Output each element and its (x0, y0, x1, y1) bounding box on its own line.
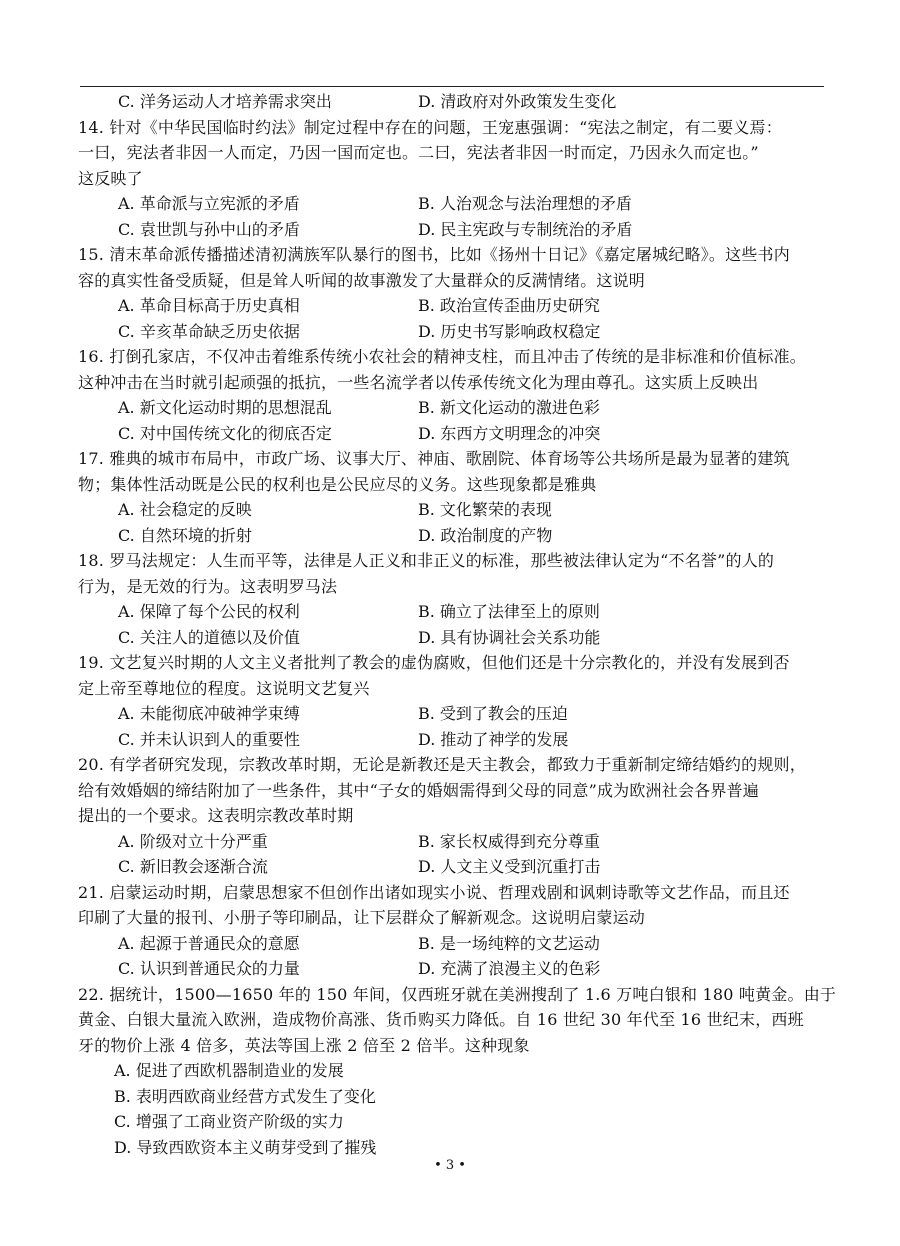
option-c: C. 洋务运动人才培养需求突出 (118, 92, 332, 111)
option-d: D. 具有协调社会关系功能 (418, 627, 601, 647)
option-d: D. 历史书写影响政权稳定 (418, 321, 601, 341)
option-row (78, 854, 824, 880)
option-d: D. 民主宪政与专制统治的矛盾 (418, 219, 633, 239)
option-a: A. 起源于普通民众的意愿 (118, 933, 300, 953)
option-c: C. 关注人的道德以及价值 (118, 627, 300, 647)
header-rule (80, 86, 824, 87)
option-a: A. 新文化运动时期的思想混乱 (118, 398, 332, 417)
option-row (78, 931, 824, 957)
option-a: A. 阶级对立十分严重 (118, 831, 268, 851)
option-row (78, 217, 824, 243)
option-c: C. 增强了工商业资产阶级的实力 (114, 1112, 344, 1131)
question-20 (78, 752, 824, 880)
question-stem-line: 18. 罗马法规定：人生而平等，法律是人正义和非正义的标准，那些被法律认定为“不名誉”的人的 (78, 551, 775, 570)
question-stem-line: 这种冲击在当时就引起顽强的抵抗，一些名流学者以传承传统文化为理由尊孔。这实质上反映出 (78, 372, 759, 392)
question-stem-line: 22. 据统计，1500—1650 年的 150 年间，仅西班牙就在美洲搜刮了 1.6 万吨白银和 180 吨黄金。由于 (78, 984, 837, 1004)
question-stem-line: 15. 清末革命派传播描述清初满族军队暴行的图书，比如《扬州十日记》《嘉定屠城纪略》。这些书内 (78, 245, 790, 264)
question-21 (78, 880, 824, 982)
option-d: D. 人文主义受到沉重打击 (418, 857, 601, 876)
option-row (78, 421, 824, 447)
option-b: B. 表明西欧商业经营方式发生了变化 (114, 1086, 376, 1106)
question-16 (78, 344, 824, 446)
option-row (78, 625, 824, 651)
option-c: C. 新旧教会逐渐合流 (118, 857, 268, 876)
question-stem-line: 牙的物价上涨 4 倍多，英法等国上涨 2 倍至 2 倍半。这种现象 (78, 1035, 530, 1055)
question-stem-line: 19. 文艺复兴时期的人文主义者批判了教会的虚伪腐败，但他们还是十分宗教化的，并没有发展到否 (78, 653, 790, 672)
option-a: A. 社会稳定的反映 (118, 500, 252, 519)
question-stem-line: 16. 打倒孔家店，不仅冲击着维系传统小农社会的精神支柱，而且冲击了传统的是非标准和价值标准。 (78, 347, 806, 366)
question-stem-line: 容的真实性备受质疑，但是耸人听闻的故事激发了大量群众的反满情绪。这说明 (78, 270, 646, 290)
question-17 (78, 446, 824, 548)
question-stem-line: 物；集体性活动既是公民的权利也是公民应尽的义务。这些现象都是雅典 (78, 474, 597, 494)
question-22 (78, 982, 837, 1161)
option-d: D. 推动了神学的发展 (418, 729, 569, 749)
carryover-options (78, 89, 824, 115)
option-b: B. 政治宣传歪曲历史研究 (418, 296, 600, 315)
option-b: B. 家长权威得到充分尊重 (418, 831, 600, 851)
option-c: C. 自然环境的折射 (118, 525, 252, 545)
question-stem-line: 17. 雅典的城市布局中，市政广场、议事大厅、神庙、歌剧院、体育场等公共场所是最为显著的建筑 (78, 449, 790, 468)
option-b: B. 是一场纯粹的文艺运动 (418, 933, 600, 953)
question-stem-line: 行为，是无效的行为。这表明罗马法 (78, 576, 338, 596)
question-content (78, 89, 837, 1160)
option-row (78, 829, 824, 855)
option-row (78, 191, 824, 217)
option-a: A. 保障了每个公民的权利 (118, 602, 300, 621)
option-c: C. 辛亥革命缺乏历史依据 (118, 321, 300, 341)
option-c: C. 并未认识到人的重要性 (118, 729, 300, 749)
option-b: B. 确立了法律至上的原则 (418, 602, 600, 621)
option-row (78, 293, 824, 319)
question-stem-line: 20. 有学者研究发现，宗教改革时期，无论是新教还是天主教会，都致力于重新制定缔结婚约的规则， (78, 755, 806, 774)
question-stem-line: 给有效婚姻的缔结附加了一些条件，其中“子女的婚姻需得到父母的同意”成为欧洲社会各界普遍 (78, 780, 759, 800)
option-a: A. 革命派与立宪派的矛盾 (118, 194, 300, 213)
option-d: D. 清政府对外政策发生变化 (418, 92, 617, 111)
question-stem-line: 定上帝至尊地位的程度。这说明文艺复兴 (78, 678, 370, 698)
question-stem-line: 14. 针对《中华民国临时约法》制定过程中存在的问题，王宠惠强调：“宪法之制定，有二要义焉： (78, 117, 782, 137)
question-stem-line: 一曰，宪法者非因一人而定，乃因一国而定也。二曰，宪法者非因一时而定，乃因永久而定也。” (78, 143, 759, 162)
question-14 (78, 115, 824, 243)
option-row (78, 727, 824, 753)
question-15 (78, 242, 824, 344)
option-b: B. 人治观念与法治理想的矛盾 (418, 194, 632, 213)
page-number: • 3 • (434, 1158, 466, 1173)
question-stem-line: 提出的一个要求。这表明宗教改革时期 (78, 806, 354, 825)
option-row (78, 497, 824, 523)
question-stem-line: 这反映了 (78, 168, 143, 188)
option-b: B. 文化繁荣的表现 (418, 500, 552, 519)
option-c: C. 袁世凯与孙中山的矛盾 (118, 219, 300, 239)
option-d: D. 导致西欧资本主义萌芽受到了摧残 (114, 1137, 377, 1157)
option-a: A. 未能彻底冲破神学束缚 (118, 704, 300, 723)
option-row (78, 701, 824, 727)
question-stem-line: 印刷了大量的报刊、小册子等印刷品，让下层群众了解新观念。这说明启蒙运动 (78, 908, 646, 927)
option-d: D. 政治制度的产物 (418, 525, 553, 545)
option-a: A. 革命目标高于历史真相 (118, 296, 300, 315)
option-b: B. 新文化运动的激进色彩 (418, 398, 600, 417)
option-c: C. 认识到普通民众的力量 (118, 959, 300, 978)
question-19 (78, 650, 824, 752)
option-row (78, 395, 824, 421)
option-b: B. 受到了教会的压迫 (418, 704, 568, 723)
option-d: D. 充满了浪漫主义的色彩 (418, 959, 601, 978)
option-row (78, 319, 824, 345)
option-a: A. 促进了西欧机器制造业的发展 (114, 1061, 344, 1080)
option-row (78, 956, 824, 982)
question-stem-line: 21. 启蒙运动时期，启蒙思想家不但创作出诸如现实小说、哲理戏剧和讽刺诗歌等文艺作品，而且还 (78, 882, 790, 902)
option-c: C. 对中国传统文化的彻底否定 (118, 423, 332, 443)
question-stem-line: 黄金、白银大量流入欧洲，造成物价高涨、货币购买力降低。自 16 世纪 30 年代至 16 世纪末，西班 (78, 1010, 804, 1029)
option-row (78, 523, 824, 549)
question-18 (78, 548, 824, 650)
option-d: D. 东西方文明理念的冲突 (418, 423, 601, 443)
option-row (78, 599, 824, 625)
